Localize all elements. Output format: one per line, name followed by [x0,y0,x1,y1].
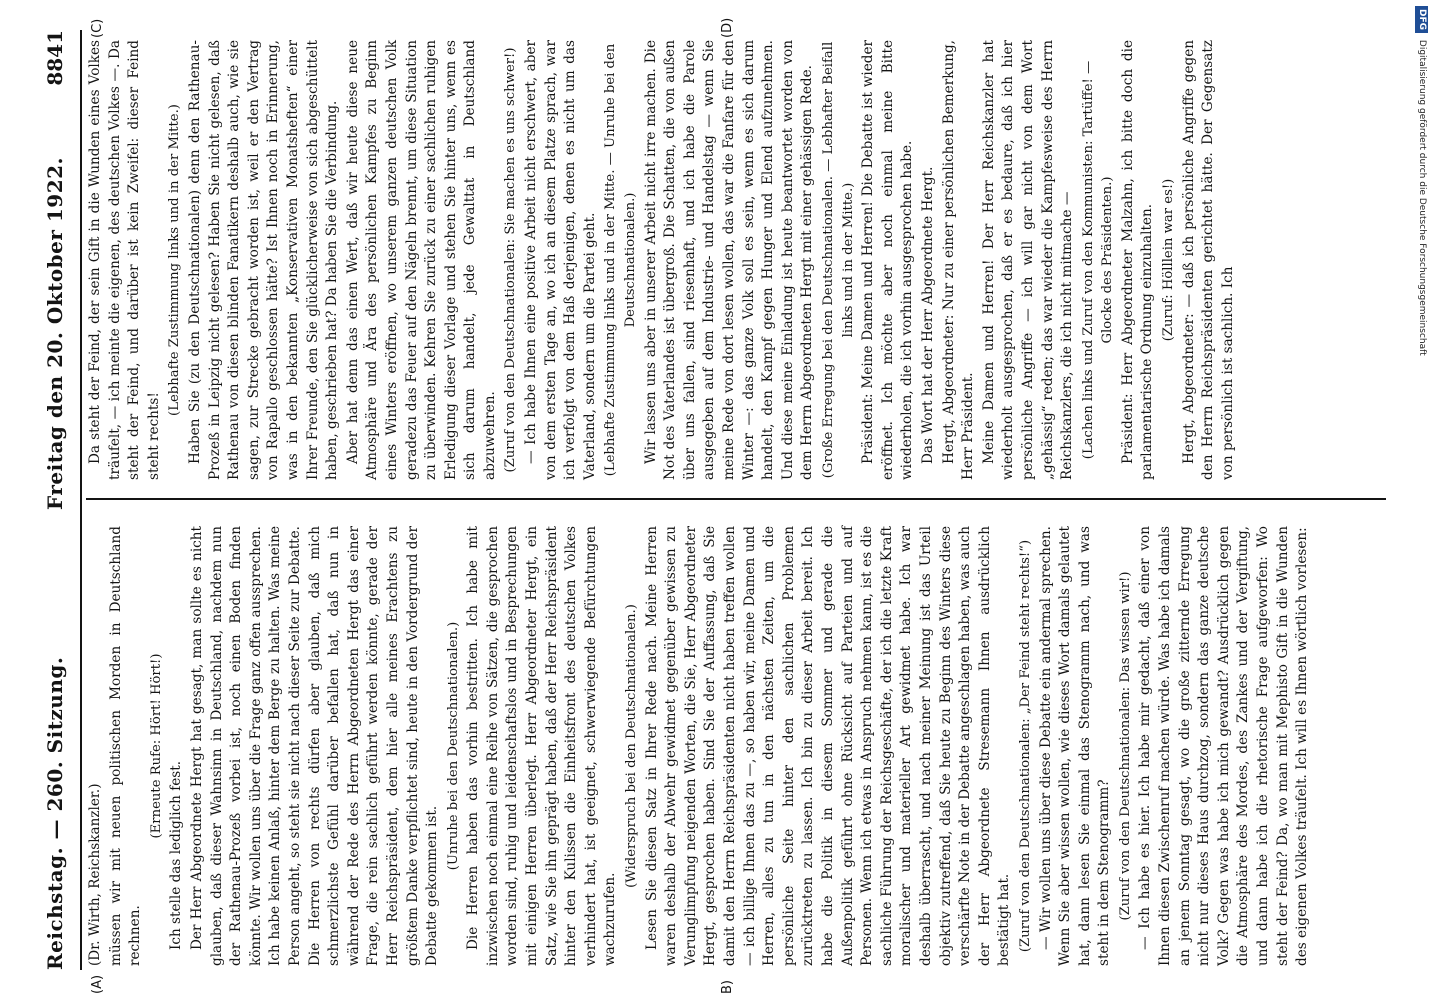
paragraph: — Wir wollen uns über diese Debatte ein andermal sprechen. Wenn Sie aber wissen wollen, wie dieses Wort damals gelautet hat, dann lesen Sie einmal das Stenogramm nach, und was steht in dem Stenogramm? [1037,525,1113,966]
paragraph: — Ich habe es hier. Ich habe mir gedacht, daß einer von Ihnen diesen Zwischenruf machen würde. Was habe ich damals an jenem Sonntag gesagt, wo die große zitternde Erregung nicht nur dieses Haus durchzog, sondern das ganze deutsche Volk? Gegen was habe ich mich gewandt? Ausdrücklich gegen die Atmosphäre des Mordes, des Zankes und der Vergiftung, und dann habe ich die rhetorische Frage aufgeworfen: Wo steht der Feind? Da, wo man mit Mephisto Gift in die Wunden des eigenen Volkes träufelt. Ich will es Ihnen wörtlich vorlesen: [1137,526,1311,966]
right-text-column [86,40,1239,480]
paragraph: Der Herr Abgeordnete Hergt hat gesagt, man sollte es nicht glauben, daß dieser Wahnsinn in Deutschland, nachdem nun der Rathenau-Prozeß vorbei ist, noch einen Boden finden könnte. Wir wollen uns über die Frage ganz offen aussprechen. Ich habe keinen Anlaß, hinter dem Berge zu halten. Was meine Person angeht, so steht sie nicht nach dieser Seite zur Debatte. Die Herren von rechts dürfen aber glauben, daß mich schmerzlichste Gefühl darüber befallen hat, daß nun in während der Rede des Herrn Abgeordneten Hergt das einer Frage, die rein sachlich geführt werden könnte, gerade der Herr Reichspräsident, dem hier alle meines Erachtens zu größtem Danke verpflichtet sind, heute in den Vordergrund der Debatte gekommen ist. [188,526,441,966]
interjection: (Erneute Rufe: Hört! Hört!) [148,653,164,839]
header-date: Freitag den 20. Oktober 1922. [43,156,67,510]
paragraph: Meine Damen und Herren! Der Herr Reichskanzler hat wiederholt ausgesprochen, daß er es bedaure, daß ich hier persönliche Angriffe — ich will gar nicht von dem Wort „gehässig“ reden; das war wieder die Kampfesweise des Herrn Reichskanzlers, die ich nicht mitmache — [980,40,1076,480]
left-text-column [86,526,1314,966]
interjection: (Lachen links und Zuruf von den Kommunisten: Tartüffe! — Glocke des Präsidenten.) [1080,60,1116,460]
interjection: (Große Erregung bei den Deutschnationalen. — Lebhafter Beifall links und in der Mitte.) [820,41,856,479]
paragraph: Lesen Sie diesen Satz in Ihrer Rede nach. Meine Herren waren deshalb der Abwehr gewidmet gegenüber gewissen zu Verunglimpfung neigenden Worten, die Sie, Herr Abgeordneter Hergt, gesprochen haben. Sind Sie der Auffassung, daß Sie damit den Herrn Reichspräsidenten nicht haben treffen wollen — ich billige Ihnen das zu —, so haben wir, meine Damen und Herren, alles zu tun in den nächsten Zeiten, um die persönliche Seite hinter den sachlichen Problemen zurücktreten zu lassen. Ich bin zu dieser Arbeit bereit. Ich habe die Politik in diesem Sommer und gerade die Außenpolitik geführt ohne Rücksicht auf Parteien und auf Personen. Wenn ich etwas in Anspruch nehmen kann, ist es die sachliche Führung der Reichsgeschäfte, der ich die letzte Kraft moralischer und materieller Art gewidmet habe. Ich war deshalb überrascht, und nach meiner Meinung ist das Urteil objektiv zutreffend, daß Sie heute zu Beginn des Winters diese verschärfte Note in der Debatte angeschlagen haben, was auch der Herr Abgeordnete Stresemann Ihnen ausdrücklich bestätigt hat. [643,526,1013,966]
paragraph: Wir lassen uns aber in unserer Arbeit nicht irre machen. Die Not des Vaterlandes ist übergroß. Die Schatten, die von außen über uns fallen, sind riesenhaft, und ich habe die Parole ausgegeben auf dem Industrie- und Handelstag — wenn Sie meine Rede von dort lesen wollen, das war die Fanfare für den Winter —: das ganze Volk soll es sein, wenn es sich darum handelt, den Kampf gegen Hunger und Elend aufzunehmen. Und diese meine Einladung ist heute beantwortet worden von dem Herrn Abgeordneten Hergt mit einer gehässigen Rede. [642,40,816,480]
dfg-logo: DFG [1415,6,1428,33]
margin-marker-c: (C) [90,18,105,38]
paragraph: Aber hat denn das einen Wert, daß wir heute diese neue Atmosphäre und Ära des persönlichen Kampfes zu Beginn eines Winters eröffnen, wo unserem ganzen deutschen Volk geradezu das Feuer auf den Nägeln brennt, um diese Situation zu überwinden. Kehren Sie zurück zu einer sachlichen ruhigen Erledigung dieser Vorlage und stehen Sie hinter uns, wenn es sich darum handelt, jede Gewalttat in Deutschland abzuwehren. [344,40,498,480]
page-number: 8841 [43,30,67,86]
interjection: (Zuruf von den Deutschnationalen: Das wissen wir!) [1117,571,1133,921]
paragraph: Hergt, Abgeordneter: — daß ich persönliche Angriffe gegen den Herrn Reichspräsidenten gerichtet hätte. Der Gegensatz von persönlich ist sachlich. Ich [1180,40,1236,480]
paragraph: Hergt, Abgeordneter: Nur zu einer persönlichen Bemerkung, Herr Präsident. [940,40,977,480]
margin-marker-b: B) [720,980,735,994]
quotation: Da steht der Feind, der sein Gift in die Wunden eines Volkes träufelt, — ich meinte die eigenen, des deutschen Volkes —. Da steht der Feind, und darüber ist kein Zweifel: dieser Feind steht rechts! [87,40,162,480]
paragraph: — Ich habe Ihnen eine positive Arbeit nicht erschwert, aber von dem ersten Tage an, wo ich an diesem Platze sprach, war ich verfolgt von dem Haß derjenigen, denen es nicht um das Vaterland, sondern um die Partei geht. [523,40,598,480]
interjection: (Zuruf: Hölllein war es!) [1161,178,1177,342]
paragraph: Das Wort hat der Herr Abgeordnete Hergt. [919,166,936,464]
page-header [38,30,72,970]
paragraph: Haben Sie (zu den Deutschnationalen) denn den Rathenau-Prozeß in Leipzig nicht gelesen? Haben Sie nicht gelesen, daß Rathenau von diesen blinden Fanatikern deshalb auch, wie sie sagen, zur Strecke gebracht worden ist, weil er den Vertrag von Rapallo geschlossen hätte? Ist Ihnen noch in Erinnerung, was in den bekannten „Konservativen Monatsheften“ einer Ihrer Freunde, den Sie glücklicherweise von sich abgeschüttelt haben, geschrieben hat? Da haben Sie die Verbindung. [186,40,341,480]
paragraph: Präsident: Meine Damen und Herren! Die Debatte ist wieder eröffnet. Ich möchte aber noch einmal meine Bitte wiederholen, die ich vorhin ausgesprochen habe. [860,40,916,480]
paragraph: Ich stelle das lediglich fest. [168,760,185,950]
margin-marker-d: (D) [720,17,735,38]
paragraph: müssen wir mit neuen politischen Morden in Deutschland rechnen. [107,526,144,966]
paragraph: Die Herren haben das vorhin bestritten. Ich habe mit inzwischen noch einmal eine Reihe von Sätzen, die gesprochen worden sind, ruhig und leidenschaftslos und in Besprechungen mit einigen Herren überlegt. Herr Abgeordneter Hergt, ein Satz, wie Sie ihn geprägt haben, daß der Herr Reichspräsident hinter den Kulissen die Einheitsfront des deutschen Volkes verhindert hat, ist geeignet, schwerwiegende Befürchtungen wachzurufen. [465,526,619,966]
column-divider [86,498,1386,500]
header-left: Reichstag. — 260. Sitzung. [43,656,67,970]
speaker-attribution: (Dr. Wirth, Reichskanzler.) [87,783,103,966]
rotated-newspaper-page [20,17,1400,994]
header-rule [80,30,82,970]
interjection: (Lebhafte Zustimmung links und in der Mitte. — Unruhe bei den Deutschnationalen.) [603,43,639,477]
watermark-text: Digitalisierung gefördert durch die Deutsche Forschungsgemeinschaft [1417,39,1427,356]
digitization-watermark [1413,6,1431,986]
interjection: (Lebhafte Zustimmung links und in der Mitte.) [167,104,183,416]
interjection: (Widerspruch bei den Deutschnationalen.) [624,604,640,888]
interjection: (Unruhe bei den Deutschnationalen.) [445,621,461,871]
paragraph: Präsident: Herr Abgeordneter Malzahn, ich bitte doch die parlamentarische Ordnung einzuhalten. [1119,40,1156,480]
interjection: (Zuruf von den Deutschnationalen: „Der Feind steht rechts!“) [1017,539,1033,953]
interjection: (Zuruf von den Deutschnationalen: Sie machen es uns schwer!) [503,47,519,473]
margin-marker-a: (A) [90,974,105,994]
